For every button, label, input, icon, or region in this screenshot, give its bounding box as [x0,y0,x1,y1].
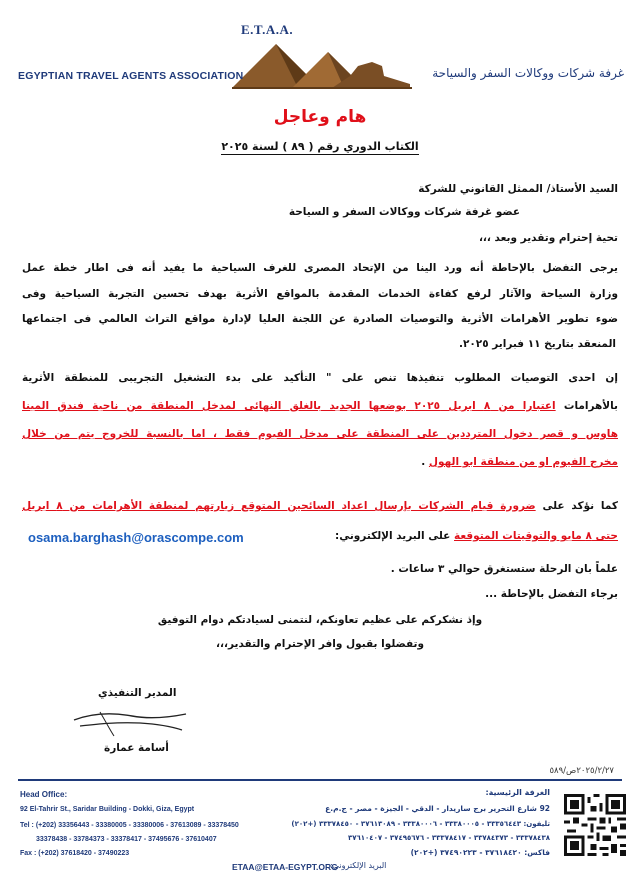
contact-email-link[interactable]: osama.barghash@orascompe.com [28,530,244,545]
circular-reference [0,140,640,153]
paragraph-3-line-2 [335,530,618,542]
footer-tel-en-1: Tel : (+202) 33356443 - 33380005 - 33380006 - 37613089 - 33378450 [20,822,239,829]
paragraph-2-highlight-1: اعتبارا من ٨ ابريل ٢٠٢٥ بوضعها الجديد بالغلق النهائى لمدخل المنطقة من ناحية فندق المينا [22,400,556,412]
footer-head-office-ar: الغرفة الرئيسية: [485,788,550,797]
trip-duration-line: علماً بان الرحلة ستستغرق حوالي ٣ ساعات . [390,563,618,575]
member-line: عضو غرفة شركات ووكالات السفر و السياحة [288,206,520,218]
paragraph-2-period: . [421,456,426,468]
paragraph-2-line-4 [421,456,618,468]
note-line: برجاء التفضل بالإحاطة ... [485,588,618,600]
paragraph-2-line-2 [22,400,618,412]
paragraph-3-email-label: على البريد الإلكتروني: [335,530,451,542]
qr-code-icon [564,794,626,856]
paragraph-1-line-3: ضوء تطوير الأهرامات الأثرية والتوصيات الصادرة عن اللجنة العليا لإدارة مواقع التراث العالمي فى اجتماعها [22,313,618,325]
footer-address-ar: 92 شارع التحرير برج ساريدار - الدقي - الجيزة - مصر - ج.م.ع [325,804,550,813]
paragraph-3-line-1 [22,500,618,512]
footer-tel-en-2: 33378438 - 33784373 - 33378417 - 37495676 - 37610407 [36,836,217,843]
signatory-title: المدير التنفيذي [98,687,177,699]
paragraph-2-highlight-3: مخرج الفيوم او من منطقة ابو الهول [428,456,618,468]
handwritten-signature-icon [70,704,190,740]
recipient-line: السيد الأستاذ/ الممثل القانوني للشركة [418,183,618,195]
paragraph-2-line-1: إن احدى التوصيات المطلوب تنفيذها تنص على " التأكيد على بدء التشغيل التجريبى للمنطقة الأثرية [22,372,618,384]
paragraph-1-line-1: يرجى التفضل بالإحاطة أنه ورد الينا من الإتحاد المصرى للغرف السياحية ما يفيد أنه فى اطار خطة عمل [22,262,618,274]
signatory-name: أسامة عمارة [104,742,169,754]
circular-reference-text: الكتاب الدوري رقم ( ٨٩ ) لسنة ٢٠٢٥ [221,140,419,153]
closing-line-1: وإذ نشكركم على عظيم تعاونكم، لنتمنى لسيادتكم دوام التوفيق [157,614,483,626]
footer-email-link[interactable]: ETAA@ETAA-EGYPT.ORG [232,862,338,872]
pyramids-sphinx-logo-icon [232,36,412,90]
paragraph-3-lead: كما نؤكد على [542,500,619,512]
greeting-line: تحية إحترام وتقدير وبعد ،،، [478,232,618,244]
footer-divider [18,779,622,781]
footer-tel-ar-2: ٣٣٣٧٨٤٣٨ - ٣٣٧٨٤٣٧٣ - ٣٣٣٧٨٤١٧ - ٣٧٤٩٥٦٧٦ - ٣٧٦١٠٤٠٧ [347,834,550,842]
association-name-ar: غرفة شركات ووكالات السفر والسياحة [432,66,624,80]
paragraph-3-highlight-2: حتى ٨ مايو والتوقيتات المتوقعة [454,530,618,542]
paragraph-3-highlight-1: ضرورة قيام الشركات بإرسال اعداد السائحين المتوقع زيارتهم لمنطقة الأهرامات من ٨ ابريل [22,500,536,512]
footer-address-en: 92 El-Tahrir St., Saridar Building - Dokki, Giza, Egypt [20,806,195,813]
brand-acronym: E.T.A.A. [241,22,294,37]
footer-email-label-ar: البريد الإلكتروني: [330,861,387,870]
paragraph-1-line-4: المنعقد بتاريخ ١١ فبراير ٢٠٢٥. [458,338,616,350]
paragraph-2-pyramids-text: بالأهرامات [563,400,619,412]
document-reference-code: ٢٠٢٥/٢/٢٧ص/٥٨٩ [549,766,614,776]
closing-line-2: وتفضلوا بقبول وافر الإحترام والتقدير،،، [216,638,424,650]
footer-fax-en: Fax : (+202) 37618420 - 37490223 [20,850,130,857]
footer-head-office-en: Head Office: [20,790,68,799]
paragraph-1-line-2: وزارة السياحة والآثار لرفع كفاءة الخدمات المقدمة بالمواقع الأثرية بهدف تحسين التجربة السياحية وفى [22,288,618,300]
footer-fax-ar: فاكس: ٣٧٦١٨٤٢٠ - ٣٧٤٩٠٢٢٣ (+٢٠٢) [410,848,550,857]
association-name-en: EGYPTIAN TRAVEL AGENTS ASSOCIATION [18,70,244,82]
footer-tel-ar-1: تليفون: ٣٣٣٥٦٤٤٣ - ٣٣٣٨٠٠٠٥ - ٣٣٣٨٠٠٠٦ - ٣٧٦١٣٠٨٩ - ٣٣٣٧٨٤٥٠ (+٢٠٢) [291,820,550,828]
urgent-title: هام وعاجل [273,107,367,127]
paragraph-2-highlight-2: هاوس و قصر دخول المترددين على المنطقة على مدخل الفيوم فقط ، اما بالنسبة للخروج يتم من خلال [22,428,618,440]
